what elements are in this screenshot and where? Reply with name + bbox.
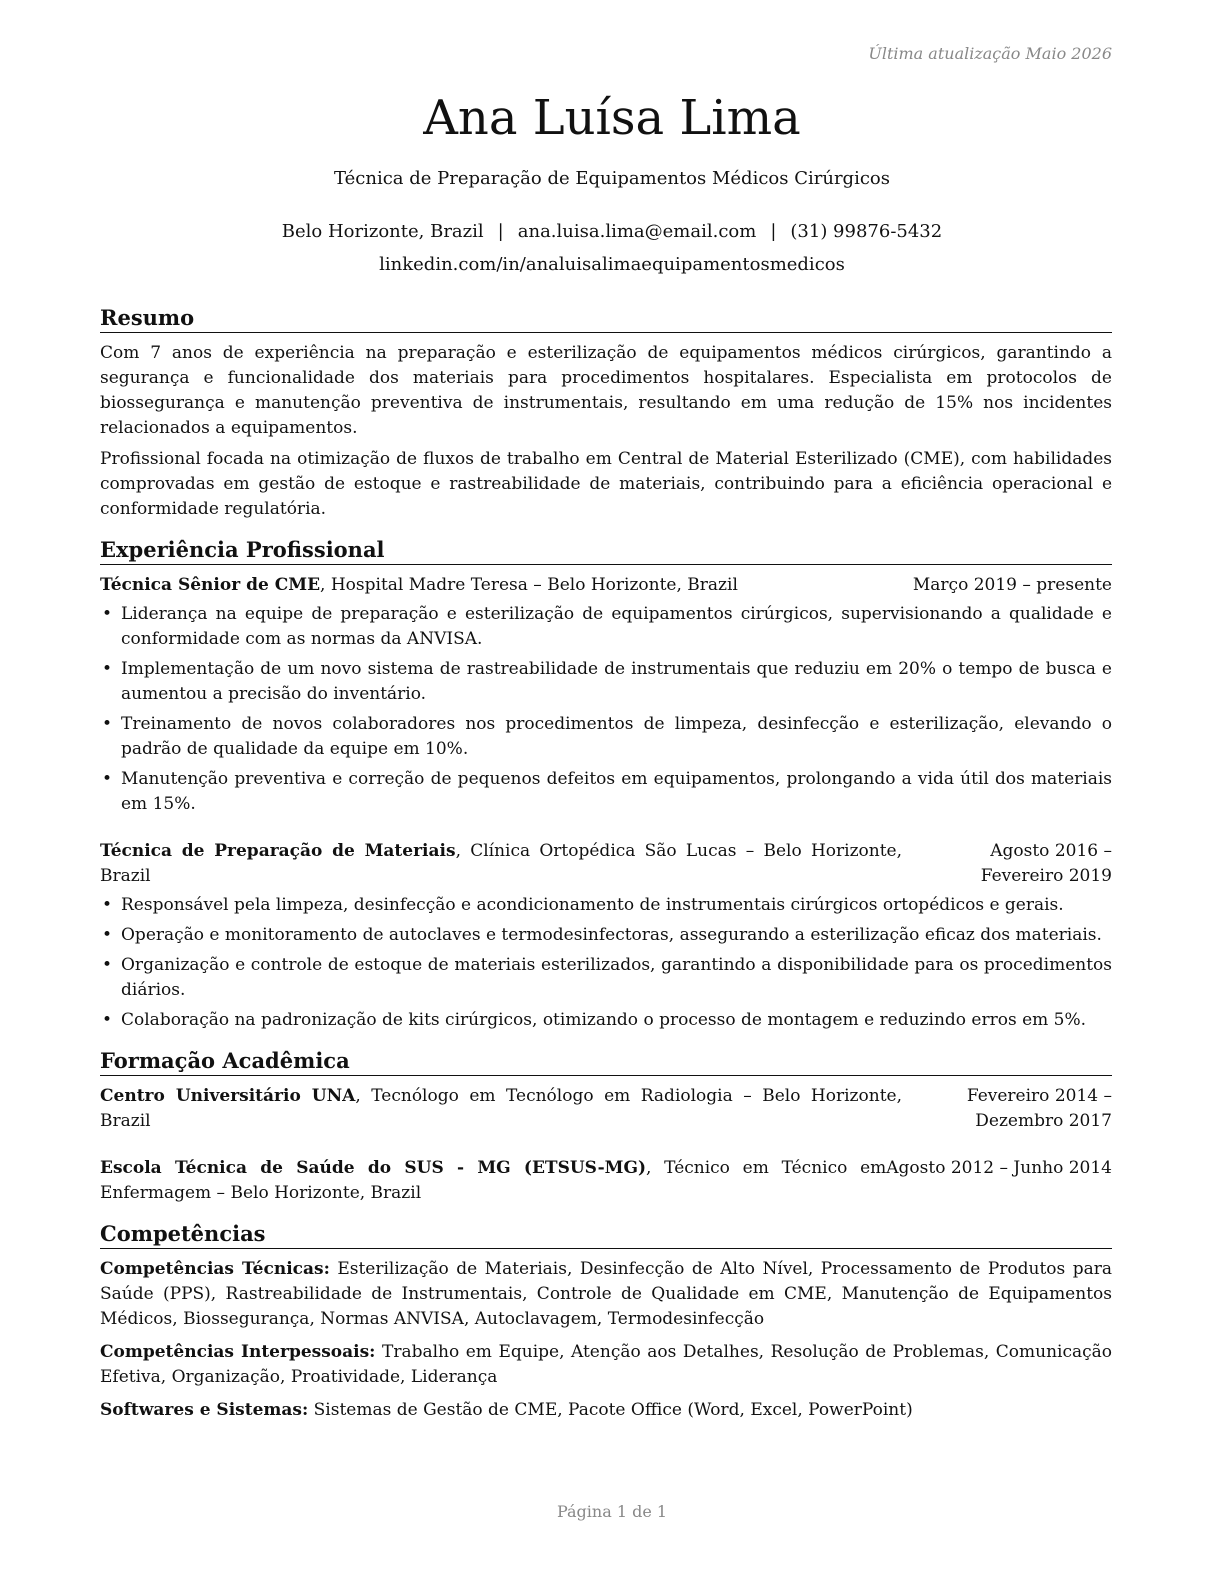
skill-group: [100, 1340, 1112, 1390]
skill-text: Trabalho em Equipe, Atenção aos Detalhes, Resolução de Problemas, Comunicação Efetiva, Organização, Proatividade, Liderança: [100, 1342, 1112, 1387]
job-entry: [100, 573, 1112, 817]
summary-section: [100, 304, 1112, 522]
education-dates: Agosto 2012 – Junho 2014: [886, 1158, 1112, 1178]
skill-group: [100, 1257, 1112, 1332]
education-entry: [100, 1156, 1112, 1206]
job-organization: , Hospital Madre Teresa – Belo Horizonte, Brazil: [320, 575, 738, 595]
section-heading-skills: Competências: [100, 1220, 1112, 1249]
list-item: • Colaboração na padronização de kits cirúrgicos, otimizando o processo de montagem e reduzindo erros em 5%.: [100, 1008, 1112, 1033]
candidate-name: Ana Luísa Lima: [423, 90, 801, 146]
job-organization: , Clínica Ortopédica São Lucas – Belo Horizonte, Brazil: [100, 841, 903, 886]
skill-label: Competências Interpessoais:: [100, 1342, 376, 1362]
summary-paragraph: Profissional focada na otimização de fluxos de trabalho em Central de Material Esterilizado (CME), com habilidades comprovadas em gestão de estoque e rastreabilidade de materiais, contribuindo para a eficiência operacional e conformidade regulatória.: [100, 449, 1112, 519]
phone: (31) 99876-5432: [790, 221, 943, 242]
last-updated: Última atualização Maio 2026: [868, 44, 1112, 63]
job-entry: [100, 839, 1112, 1033]
skill-label: Competências Técnicas:: [100, 1259, 330, 1279]
job-dates: Agosto 2016 – Fevereiro 2019: [980, 841, 1112, 886]
job-role: Técnica Sênior de CME: [100, 575, 321, 595]
location: Belo Horizonte, Brazil: [281, 221, 484, 242]
skill-label: Softwares e Sistemas:: [100, 1400, 309, 1420]
experience-section: [100, 536, 1112, 1033]
job-bullets: [100, 893, 1112, 1033]
education-dates: Fevereiro 2014 – Dezembro 2017: [966, 1086, 1112, 1131]
job-title: Técnica de Preparação de Equipamentos Médicos Cirúrgicos: [334, 168, 890, 189]
summary-paragraph: Com 7 anos de experiência na preparação e esterilização de equipamentos médicos cirúrgicos, garantindo a segurança e funcionalidade dos materiais para procedimentos hospitalares. Especialista em protocolos de biossegurança e manutenção preventiva de instrumentais, resultando em uma redução de 15% nos incidentes relacionados a equipamentos.: [100, 343, 1112, 438]
list-item: • Responsável pela limpeza, desinfecção e acondicionamento de instrumentais cirúrgicos ortopédicos e gerais.: [100, 893, 1112, 918]
skill-text: Sistemas de Gestão de CME, Pacote Office (Word, Excel, PowerPoint): [308, 1400, 913, 1420]
list-item: • Manutenção preventiva e correção de pequenos defeitos em equipamentos, prolongando a vida útil dos materiais em 15%.: [100, 767, 1112, 817]
school-name: Centro Universitário UNA: [100, 1086, 356, 1106]
separator: |: [497, 221, 504, 242]
section-heading-education: Formação Acadêmica: [100, 1047, 1112, 1076]
job-bullets: [100, 602, 1112, 817]
skill-group: [100, 1398, 1112, 1423]
section-heading-summary: Resumo: [100, 304, 1112, 333]
list-item: • Implementação de um novo sistema de rastreabilidade de instrumentais que reduziu em 20% o tempo de busca e aumentou a precisão do inventário.: [100, 657, 1112, 707]
list-item: • Liderança na equipe de preparação e esterilização de equipamentos cirúrgicos, supervisionando a qualidade e conformidade com as normas da ANVISA.: [100, 602, 1112, 652]
page-number: Página 1 de 1: [556, 1502, 668, 1521]
job-dates: Março 2019 – presente: [912, 575, 1112, 595]
job-header: [100, 839, 1112, 889]
linkedin-link[interactable]: linkedin.com/in/analuisalimaequipamentosmedicos: [379, 254, 845, 275]
education-section: [100, 1047, 1112, 1206]
email-link[interactable]: ana.luisa.lima@email.com: [517, 221, 757, 242]
degree-detail: , Técnico em Técnico em Enfermagem – Belo Horizonte, Brazil: [100, 1158, 887, 1203]
degree-detail: , Tecnólogo em Tecnólogo em Radiologia – Belo Horizonte, Brazil: [100, 1086, 902, 1131]
skill-text: Esterilização de Materiais, Desinfecção de Alto Nível, Processamento de Produtos para Saúde (PPS), Rastreabilidade de Instrumentais, Controle de Qualidade em CME, Manutenção de Equipamentos Médicos, Biossegurança, Normas ANVISA, Autoclavagem, Termodesinfecção: [100, 1259, 1112, 1329]
job-header: [100, 573, 1112, 598]
separator: |: [770, 221, 777, 242]
school-name: Escola Técnica de Saúde do SUS - MG (ETSUS-MG): [100, 1158, 647, 1178]
resume-content: [100, 304, 1112, 1431]
job-role: Técnica de Preparação de Materiais: [100, 841, 456, 861]
section-heading-experience: Experiência Profissional: [100, 536, 1112, 565]
contact-line: [0, 219, 1224, 245]
list-item: • Operação e monitoramento de autoclaves e termodesinfectoras, assegurando a esterilização eficaz dos materiais.: [100, 923, 1112, 948]
education-entry: [100, 1084, 1112, 1134]
skills-section: [100, 1220, 1112, 1423]
list-item: • Organização e controle de estoque de materiais esterilizados, garantindo a disponibilidade para os procedimentos diários.: [100, 953, 1112, 1003]
list-item: • Treinamento de novos colaboradores nos procedimentos de limpeza, desinfecção e esterilização, elevando o padrão de qualidade da equipe em 10%.: [100, 712, 1112, 762]
